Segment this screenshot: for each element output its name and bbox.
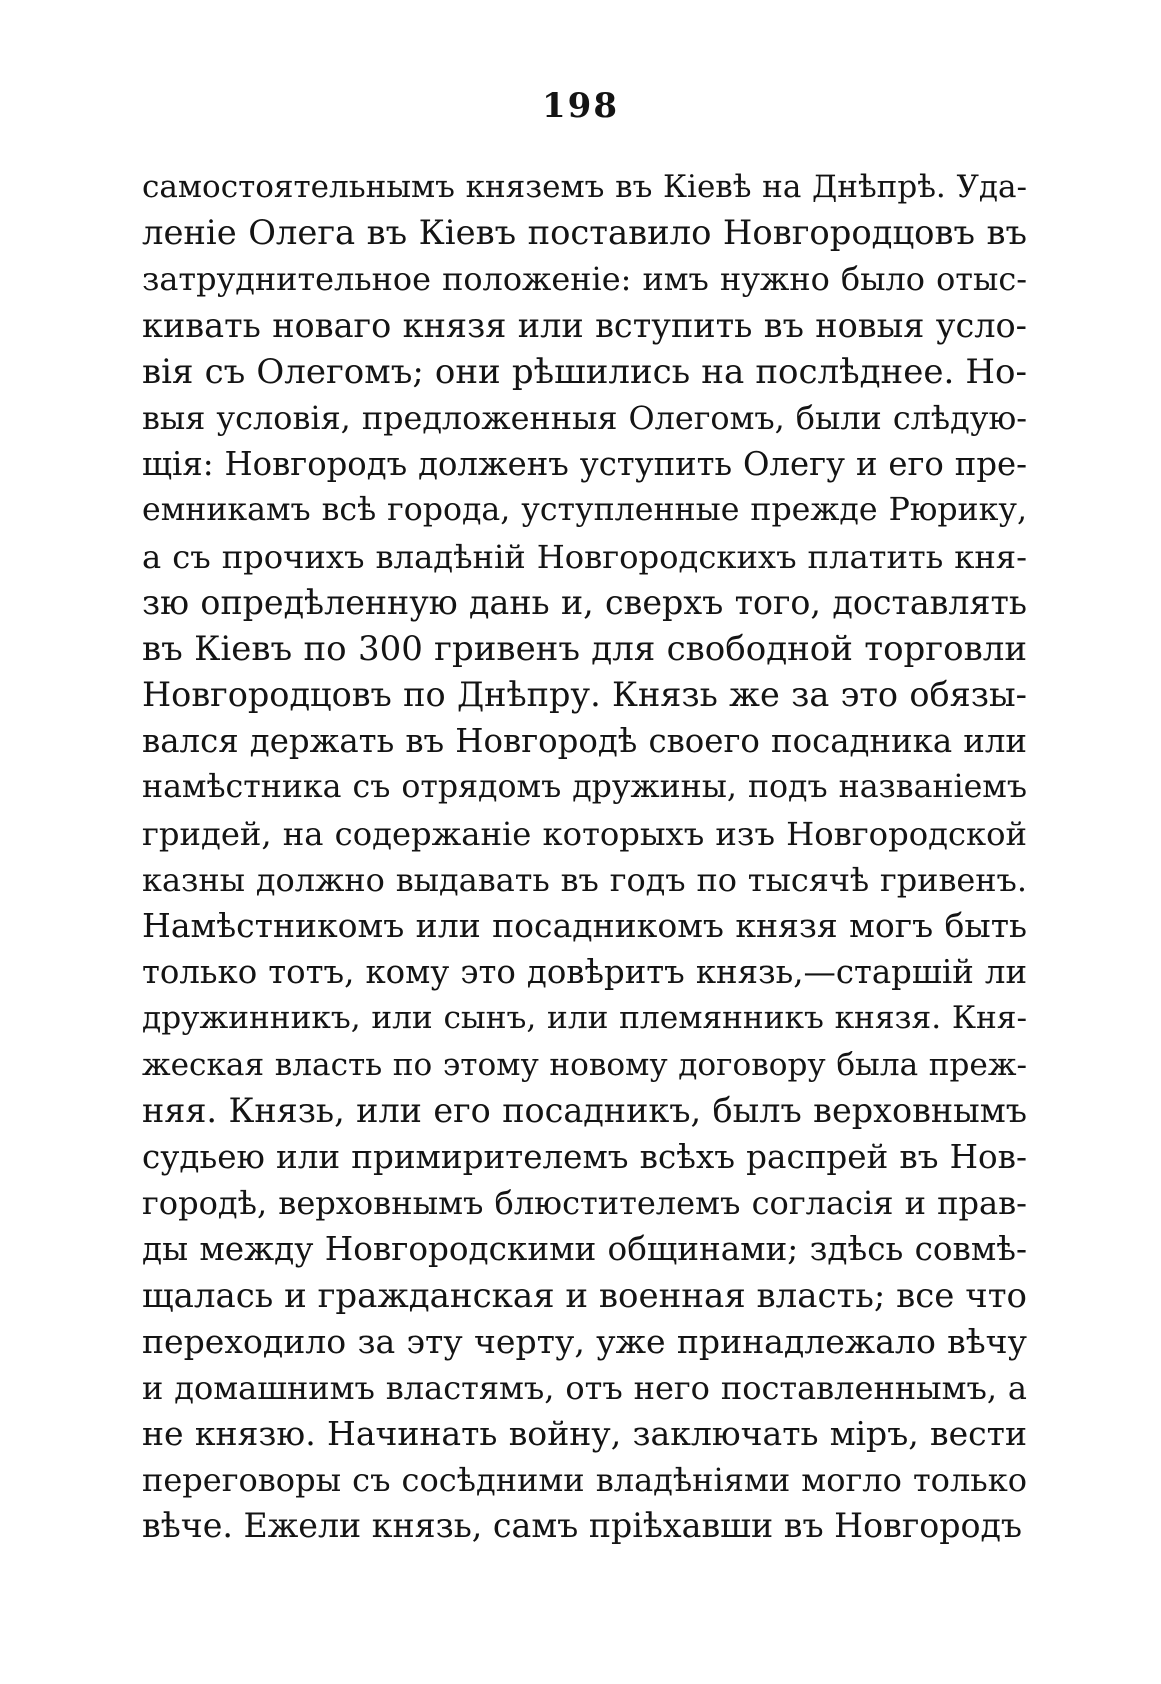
text-line: емникамъ всѣ города, уступленные прежде Рюрику, <box>142 492 1027 529</box>
text-line: зю опредѣленную дань и, сверхъ того, доставлять <box>142 582 1027 622</box>
text-line: дружинникъ, или сынъ, или племянникъ князя. Кня- <box>142 1000 1027 1037</box>
text-line: леніе Олега въ Кіевъ поставило Новгородцовъ въ <box>142 213 1027 253</box>
text-line: няя. Князь, или его посадникъ, былъ верховнымъ <box>142 1090 1027 1130</box>
text-line: только тотъ, кому это довѣритъ князь,—старшій ли <box>142 953 1027 992</box>
text-line: гридей, на содержаніе которыхъ изъ Новгородской <box>142 814 1027 853</box>
page-number: 198 <box>542 86 619 126</box>
text-line: вѣче. Ежели князь, самъ пріѣхавши въ Новгородъ <box>142 1506 1023 1546</box>
body-text <box>142 164 1027 1550</box>
text-line: выя условія, предложенныя Олегомъ, были слѣдую- <box>142 398 1027 437</box>
text-line: Новгородцовъ по Днѣпру. Князь же за это обязы- <box>142 675 1027 715</box>
text-line: самостоятельнымъ княземъ въ Кіевѣ на Днѣпрѣ. Уда- <box>142 169 1027 205</box>
text-line: затруднительное положеніе: имъ нужно было отыс- <box>142 260 1027 299</box>
text-line: переходило за эту черту, уже принадлежало вѣчу <box>142 1321 1027 1361</box>
text-line: кивать новаго князя или вступить въ новыя усло- <box>142 305 1027 345</box>
text-line: намѣстника съ отрядомъ дружины, подъ названіемъ <box>142 769 1027 806</box>
text-line: а съ прочихъ владѣній Новгородскихъ платить кня- <box>142 537 1027 576</box>
text-line: ды между Новгородскими общинами; здѣсь совмѣ- <box>142 1230 1027 1269</box>
text-line: городѣ, верховнымъ блюстителемъ согласія и прав- <box>142 1184 1027 1223</box>
text-line: судьею или примирителемъ всѣхъ распрей въ Нов- <box>142 1137 1027 1176</box>
text-line: не князю. Начинать войну, заключать міръ, вести <box>142 1414 1027 1454</box>
text-line: въ Кіевъ по 300 гривенъ для свободной торговли <box>142 628 1027 669</box>
text-line: жеская власть по этому новому договору была преж- <box>142 1046 1027 1083</box>
text-line: щалась и гражданская и военная власть; все что <box>142 1275 1027 1316</box>
text-line: переговоры съ сосѣдними владѣніями могло только <box>142 1461 1027 1500</box>
text-line: вія съ Олегомъ; они рѣшились на послѣднее. Но- <box>142 351 1027 392</box>
text-line: Намѣстникомъ или посадникомъ князя могъ быть <box>142 906 1027 945</box>
text-line: казны должно выдавать въ годъ по тысячѣ гривенъ. <box>142 860 1027 899</box>
text-line: и домашнимъ властямъ, отъ него поставленнымъ, а <box>142 1368 1027 1407</box>
text-line: вался держать въ Новгородѣ своего посадника или <box>142 722 1027 761</box>
text-line: щія: Новгородъ долженъ уступить Олегу и его пре- <box>142 445 1027 484</box>
